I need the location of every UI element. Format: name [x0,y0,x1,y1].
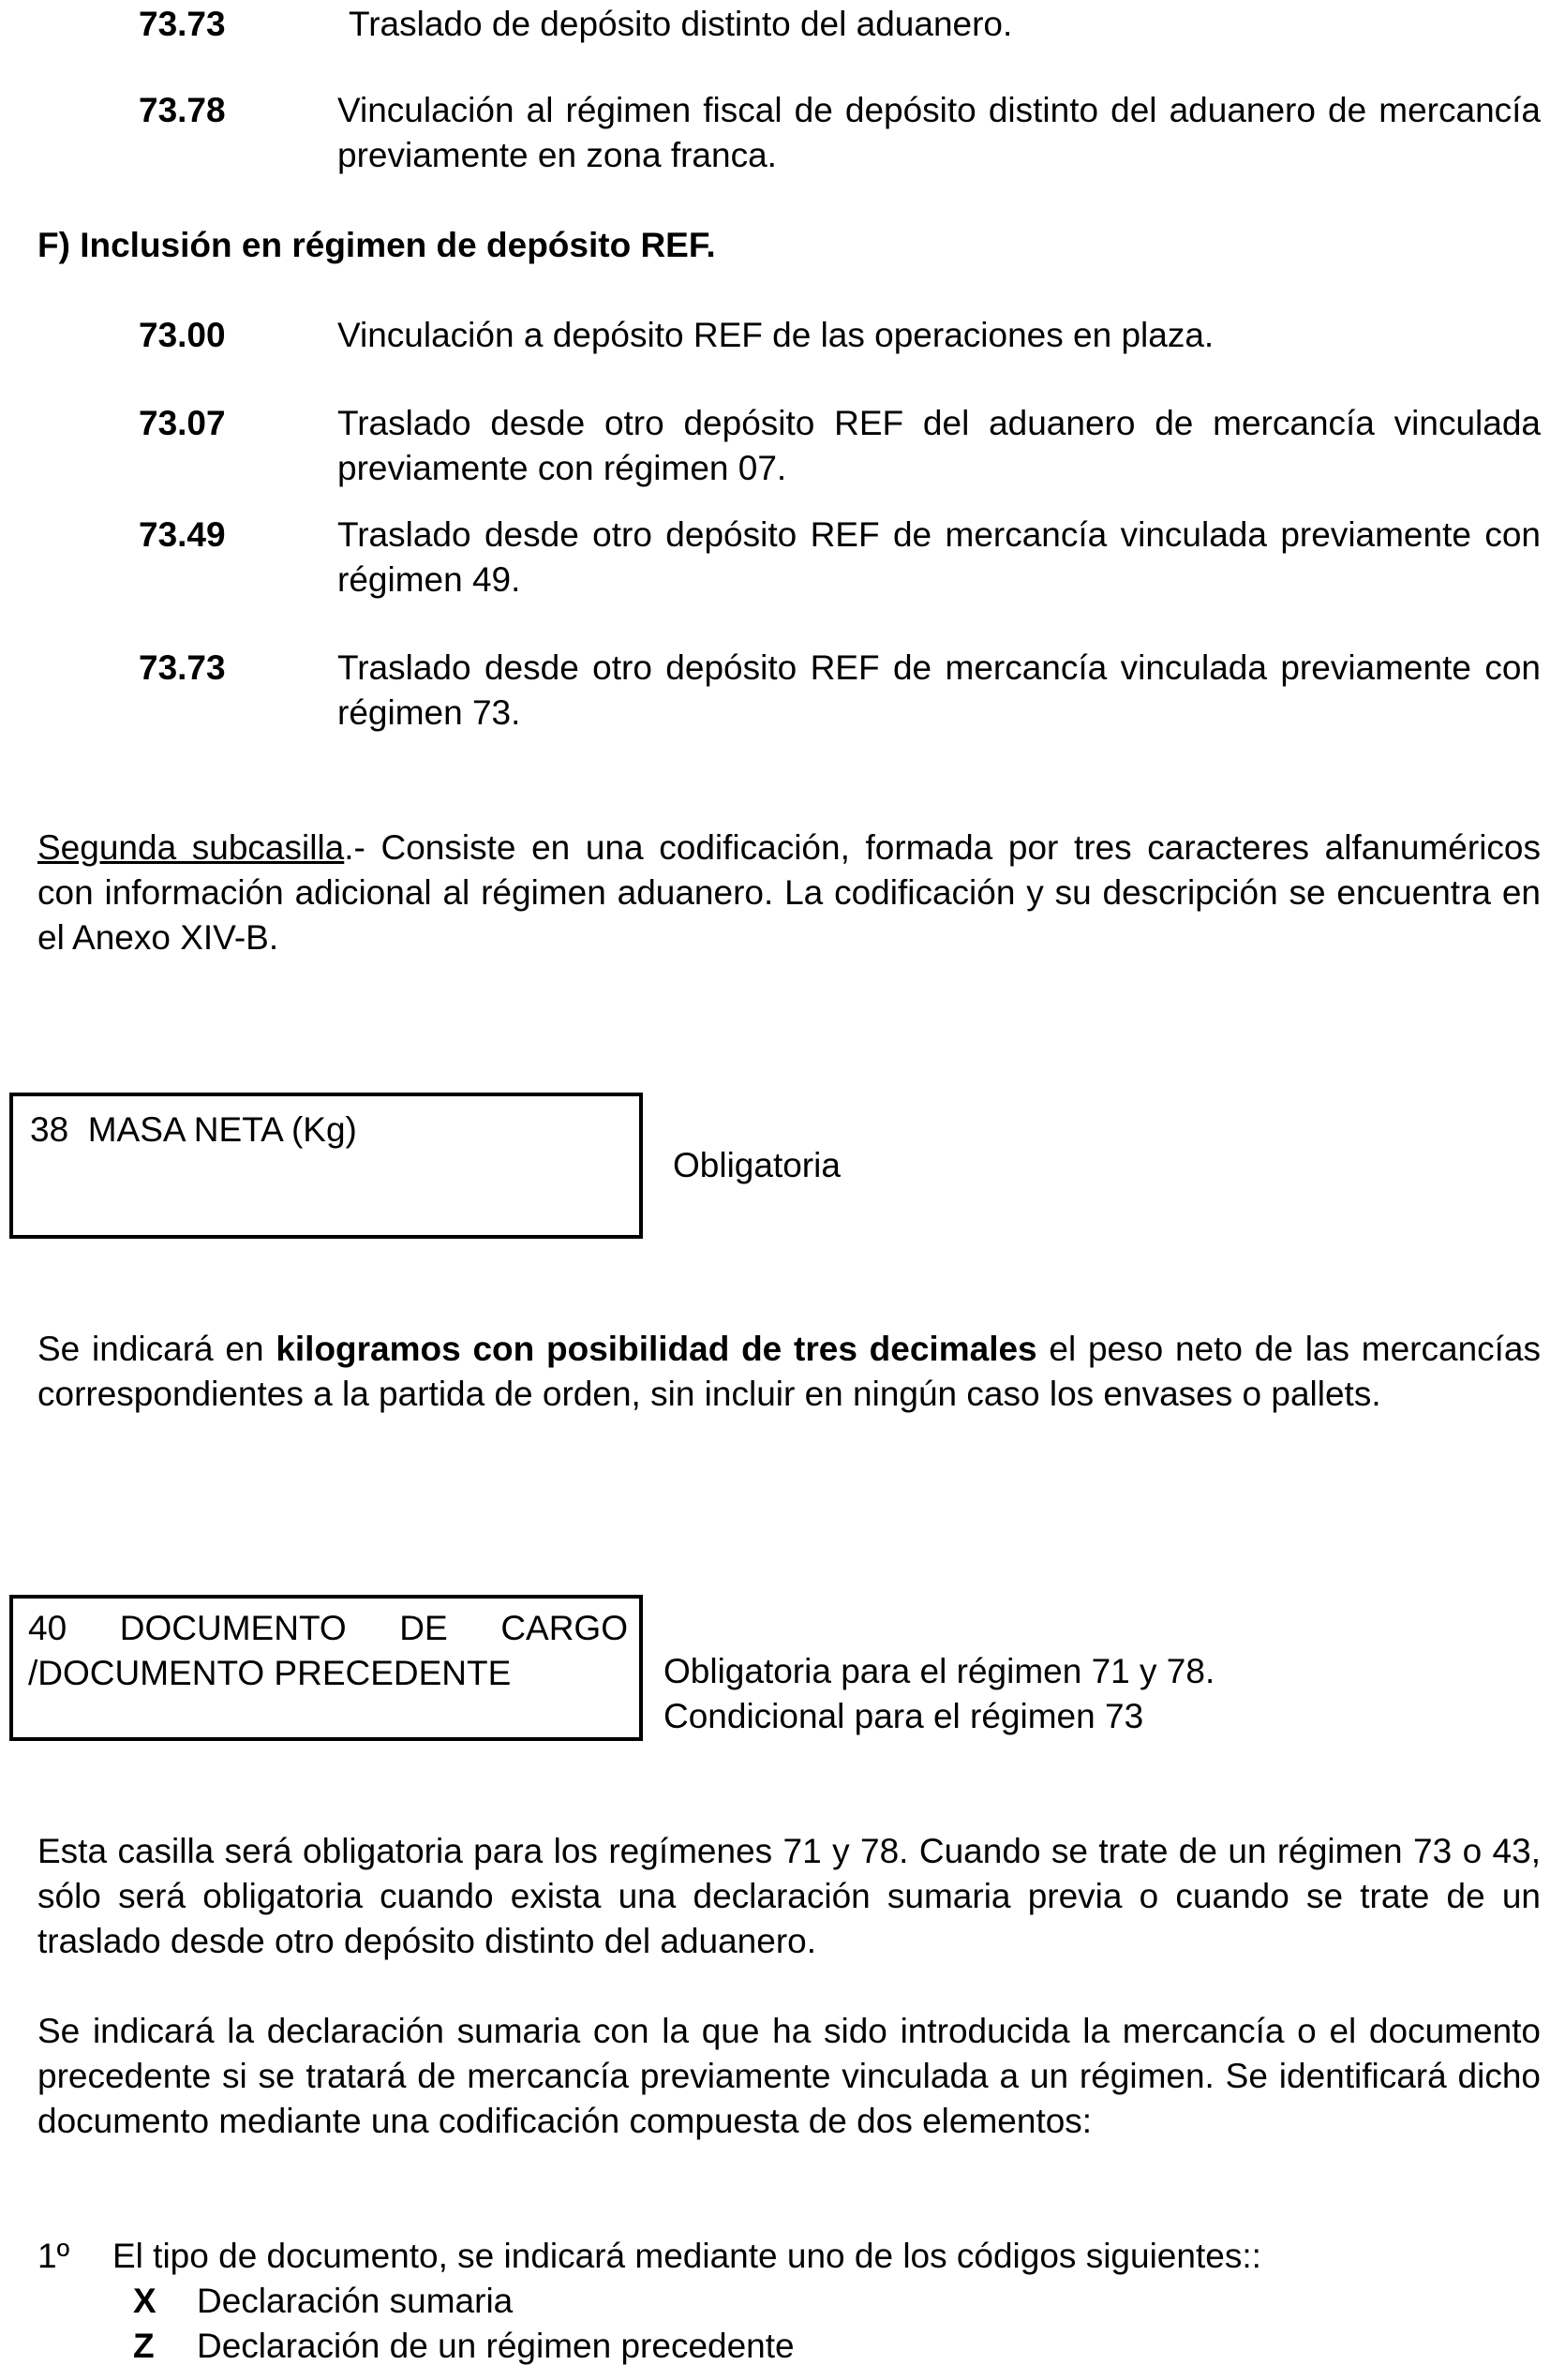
segunda-subcasilla-label: Segunda subcasilla [37,828,345,867]
box-40-status-2: Condicional para el régimen 73 [663,1697,1144,1735]
desc-73-73-ref: Traslado desde otro depósito REF de mercancía vinculada previamente con régimen 73. [337,648,1541,732]
desc-73-78: Vinculación al régimen fiscal de depósito distinto del aduanero de mercancía previamente en zona franca. [337,91,1541,174]
declaracion-paragraph: Se indicará la declaración sumaria con la que ha sido introducida la mercancía o el documento precedente si se tratará de mercancía previamente vinculada a un régimen. Se identificará dicho documento mediante una codificación compuesta de dos elementos: [37,2012,1541,2140]
masa-post: el peso neto de las mercancías correspondientes a la partida de orden, sin incluir en ningún caso los envases o pallets. [37,1330,1542,1413]
list-text: El tipo de documento, se indicará mediante uno de los códigos siguientes:: [112,2237,1261,2275]
casilla-paragraph: Esta casilla será obligatoria para los regímenes 71 y 78. Cuando se trate de un régimen 73 o 43, sólo será obligatoria cuando exista una declaración sumaria previa o cuando se trate de un traslado desde otro depósito distinto del aduanero. [37,1832,1541,1960]
box-38-title: 38 MASA NETA (Kg) [30,1110,357,1149]
code-73-73-deposito: 73.73 [139,5,226,43]
code-73-07: 73.07 [139,404,226,442]
list-code-x-text: Declaración sumaria [197,2282,514,2320]
list-code-x: X [133,2282,156,2320]
desc-73-73-deposito: Traslado de depósito distinto del aduanero. [349,5,1013,43]
masa-bold: kilogramos con posibilidad de tres decimales [276,1330,1037,1368]
box-40-status-1: Obligatoria para el régimen 71 y 78. [663,1652,1215,1690]
masa-pre: Se indicará en [37,1330,276,1368]
box-40-title-line2: /DOCUMENTO PRECEDENTE [28,1654,512,1692]
code-73-73-ref: 73.73 [139,648,226,687]
list-number: 1º [37,2237,70,2275]
segunda-subcasilla-paragraph [37,826,1541,960]
segunda-subcasilla-text: .- Consiste en una codificación, formada por tres caracteres alfanuméricos con información adicional al régimen aduanero. La codificación y su descripción se encuentra en el Anexo XIV-B. [37,828,1541,957]
box-38 [9,1093,643,1239]
box-38-status: Obligatoria [673,1146,841,1184]
masa-neta-paragraph [37,1327,1541,1417]
code-73-78: 73.78 [139,91,226,129]
list-code-z: Z [133,2327,155,2365]
box-40 [9,1595,643,1741]
desc-73-00: Vinculación a depósito REF de las operaciones en plaza. [337,316,1215,354]
section-f-heading: F) Inclusión en régimen de depósito REF. [37,226,716,264]
desc-73-49: Traslado desde otro depósito REF de mercancía vinculada previamente con régimen 49. [337,515,1541,599]
list-code-z-text: Declaración de un régimen precedente [197,2327,795,2365]
code-73-00: 73.00 [139,316,226,354]
desc-73-07: Traslado desde otro depósito REF del aduanero de mercancía vinculada previamente con régimen 07. [337,404,1541,487]
box-40-title-line1: 40 DOCUMENTO DE CARGO [28,1609,628,1647]
code-73-49: 73.49 [139,515,226,554]
